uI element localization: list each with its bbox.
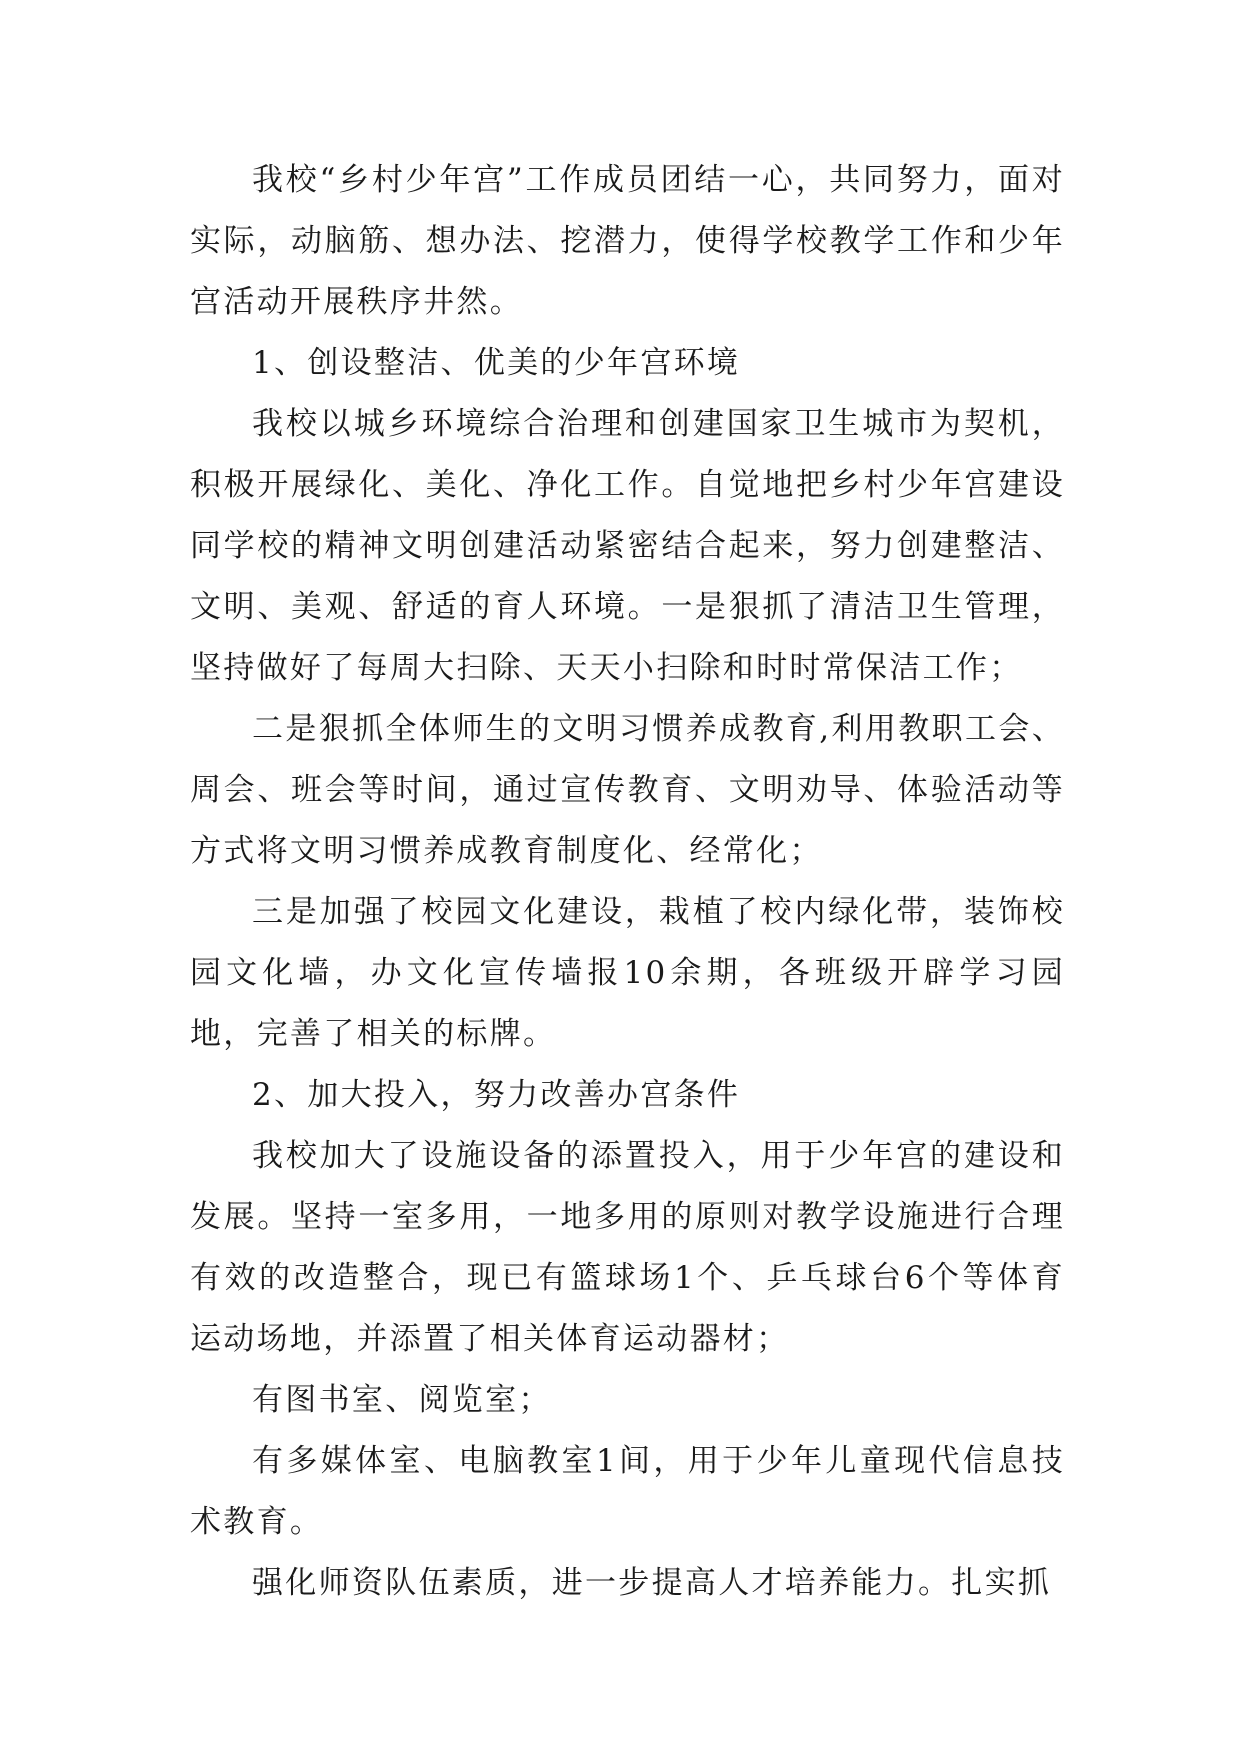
section-heading-environment: 1、创设整洁、优美的少年宫环境 [252, 345, 741, 381]
paragraph-environment: 我校以城乡环境综合治理和创建国家卫生城市为契机，积极开展绿化、美化、净化工作。自觉地把乡村少年宫建设同学校的精神文明创建活动紧密结合起来，努力创建整洁、文明、美观、舒适的育人环境。一是狠抓了清洁卫生管理，坚持做好了每周大扫除、天天小扫除和时时常保洁工作； [190, 406, 1065, 686]
paragraph-facilities: 我校加大了设施设备的添置投入，用于少年宫的建设和发展。坚持一室多用，一地多用的原则对教学设施进行合理有效的改造整合，现已有篮球场1个、乒乓球台6个等体育运动场地，并添置了相关体育运动器材； [190, 1138, 1065, 1357]
document-body [190, 150, 1065, 1614]
paragraph-library: 有图书室、阅览室； [252, 1382, 552, 1418]
paragraph-civility-education: 二是狠抓全体师生的文明习惯养成教育,利用教职工会、周会、班会等时间，通过宣传教育、文明劝导、体验活动等方式将文明习惯养成教育制度化、经常化； [190, 711, 1065, 869]
paragraph-campus-culture: 三是加强了校园文化建设，栽植了校内绿化带，装饰校园文化墙，办文化宣传墙报10余期，各班级开辟学习园地，完善了相关的标牌。 [190, 894, 1065, 1052]
section-heading-investment: 2、加大投入，努力改善办宫条件 [252, 1077, 741, 1113]
paragraph-intro: 我校“乡村少年宫”工作成员团结一心，共同努力，面对实际，动脑筋、想办法、挖潜力，使得学校教学工作和少年宫活动开展秩序井然。 [190, 162, 1065, 320]
paragraph-multimedia: 有多媒体室、电脑教室1间，用于少年儿童现代信息技术教育。 [190, 1443, 1065, 1540]
paragraph-teachers: 强化师资队伍素质，进一步提高人才培养能力。扎实抓 [252, 1565, 1052, 1601]
